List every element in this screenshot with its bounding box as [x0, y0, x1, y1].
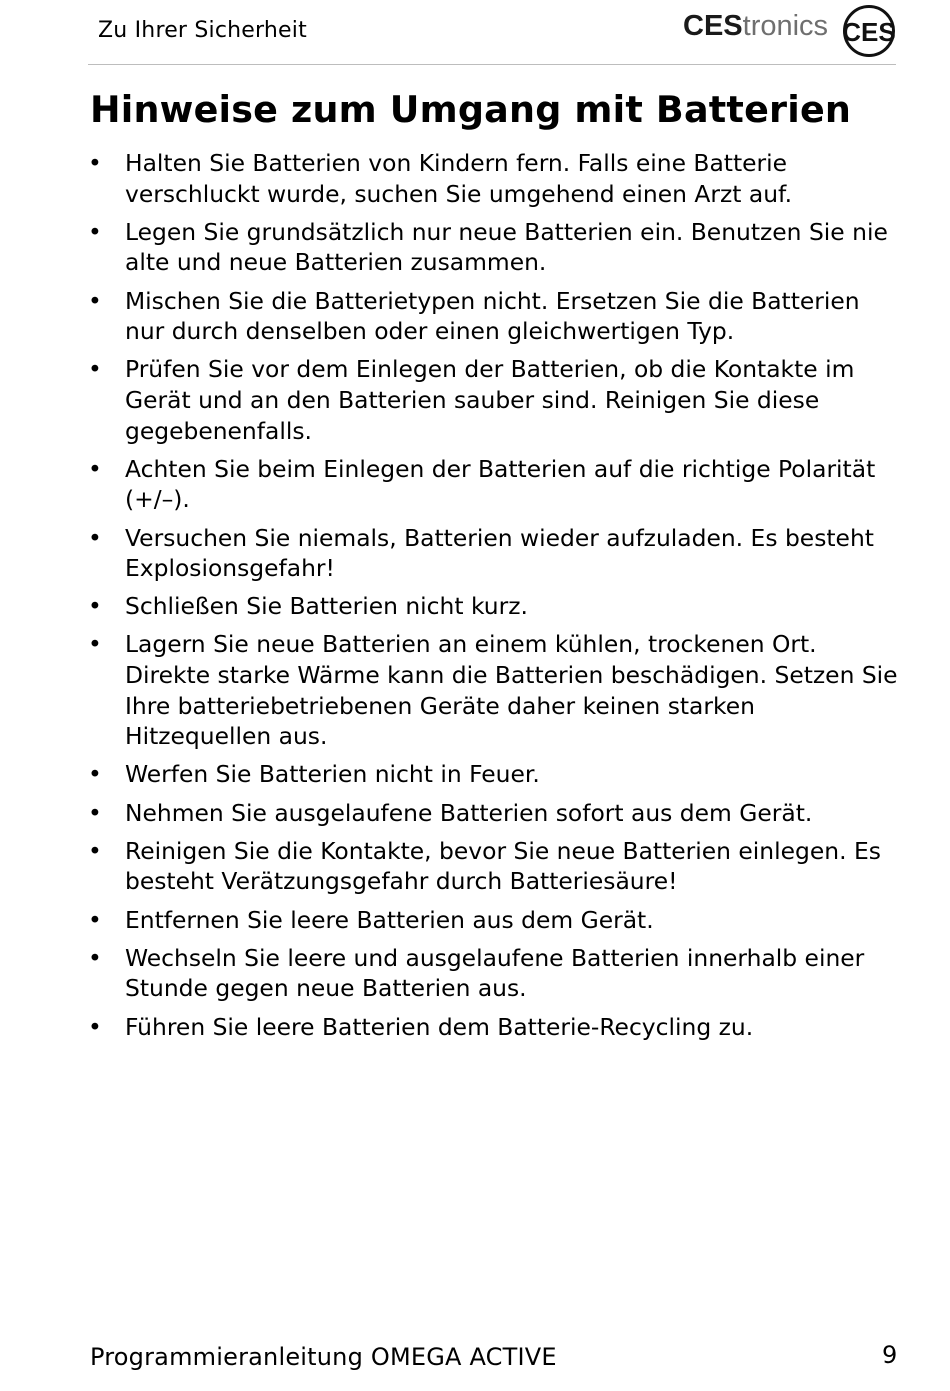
bullet-marker: • — [88, 760, 102, 789]
bullet-marker: • — [88, 630, 102, 659]
list-item — [88, 943, 898, 1004]
bullet-marker: • — [88, 1012, 102, 1041]
safety-bullet-list — [88, 148, 898, 1050]
list-item — [88, 905, 898, 936]
page-title: Hinweise zum Umgang mit Batterien — [90, 88, 852, 131]
list-item — [88, 454, 898, 515]
list-item-text: Versuchen Sie niemals, Batterien wieder aufzuladen. Es besteht Explosionsgefahr! — [125, 523, 874, 583]
bullet-marker: • — [88, 355, 102, 384]
bullet-marker: • — [88, 286, 102, 315]
list-item-text: Werfen Sie Batterien nicht in Feuer. — [125, 760, 540, 789]
footer-document-title: Programmieranleitung OMEGA ACTIVE — [90, 1343, 557, 1371]
bullet-marker: • — [88, 798, 102, 827]
list-item — [88, 354, 898, 446]
header-section-title: Zu Ihrer Sicherheit — [98, 18, 307, 43]
brand-wordmark-bold: CES — [683, 10, 743, 42]
list-item-text: Reinigen Sie die Kontakte, bevor Sie neue Batterien einlegen. Es besteht Verätzungsgefahr durch Batteriesäure! — [125, 836, 881, 896]
bullet-marker: • — [88, 905, 102, 934]
bullet-marker: • — [88, 454, 102, 483]
list-item-text: Halten Sie Batterien von Kindern fern. Falls eine Batterie verschluckt wurde, suchen Sie umgehend einen Arzt auf. — [125, 149, 793, 208]
brand-wordmark — [683, 10, 828, 43]
bullet-marker: • — [88, 592, 102, 621]
list-item-text: Mischen Sie die Batterietypen nicht. Ersetzen Sie die Batterien nur durch denselben oder einen gleichwertigen Typ. — [125, 286, 860, 346]
list-item-text: Führen Sie leere Batterien dem Batterie-Recycling zu. — [125, 1012, 754, 1041]
list-item — [88, 148, 898, 209]
list-item-text: Prüfen Sie vor dem Einlegen der Batterien, ob die Kontakte im Gerät und an den Batterien sauber sind. Reinigen Sie diese gegebenenfalls. — [125, 355, 855, 445]
ces-logo-text: CES — [842, 17, 896, 47]
bullet-marker: • — [88, 149, 102, 177]
list-item — [88, 591, 898, 622]
bullet-marker: • — [88, 523, 102, 552]
list-item-text: Achten Sie beim Einlegen der Batterien auf die richtige Polarität (+/–). — [125, 454, 876, 514]
bullet-marker: • — [88, 217, 102, 246]
list-item-text: Entfernen Sie leere Batterien aus dem Gerät. — [125, 905, 654, 934]
list-item — [88, 286, 898, 347]
list-item-text: Lagern Sie neue Batterien an einem kühlen, trockenen Ort. Direkte starke Wärme kann die Batterien beschädigen. Setzen Sie Ihre batteriebetriebenen Geräte daher keinen starken Hitzequellen aus. — [125, 630, 898, 751]
list-item — [88, 836, 898, 897]
list-item-text: Schließen Sie Batterien nicht kurz. — [125, 592, 528, 621]
header-divider — [88, 64, 896, 65]
list-item — [88, 759, 898, 790]
bullet-marker: • — [88, 836, 102, 865]
brand-wordmark-light: tronics — [742, 10, 829, 42]
list-item-text: Wechseln Sie leere und ausgelaufene Batterien innerhalb einer Stunde gegen neue Batterien aus. — [125, 943, 865, 1003]
list-item — [88, 629, 898, 751]
list-item — [88, 523, 898, 584]
list-item — [88, 217, 898, 278]
ces-logo-icon — [842, 4, 896, 58]
list-item-text: Nehmen Sie ausgelaufene Batterien sofort aus dem Gerät. — [125, 798, 813, 827]
list-item-text: Legen Sie grundsätzlich nur neue Batterien ein. Benutzen Sie nie alte und neue Batterien zusammen. — [125, 217, 888, 277]
footer-page-number: 9 — [882, 1341, 898, 1369]
bullet-marker: • — [88, 943, 102, 972]
list-item — [88, 798, 898, 829]
list-item — [88, 1012, 898, 1043]
